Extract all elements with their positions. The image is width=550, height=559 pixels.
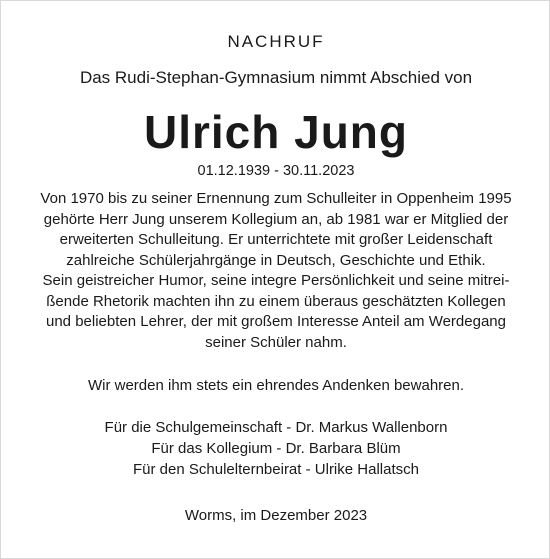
signatures-block (1, 417, 550, 480)
signature-line: Für die Schulgemeinschaft - Dr. Markus Wallenborn (104, 419, 448, 436)
tribute-line: erweiterten Schulleitung. Er unterrichtete mit großer Leidenschaft (59, 231, 493, 248)
tribute-line: gehörte Herr Jung unserem Kollegium an, ab 1981 war er Mitglied der (43, 210, 509, 228)
notice-heading: NACHRUF (227, 32, 325, 51)
place-and-date: Worms, im Dezember 2023 (184, 507, 368, 524)
life-dates: 01.12.1939 - 30.11.2023 (197, 163, 355, 179)
tribute-line: Sein geistreicher Humor, seine integre Persönlichkeit und seine mitrei- (42, 272, 510, 289)
notice-subheading: Das Rudi-Stephan-Gymnasium nimmt Abschied von (79, 68, 473, 87)
closing-statement: Wir werden ihm stets ein ehrendes Andenken bewahren. (87, 377, 465, 394)
tribute-line: und beliebten Lehrer, der mit großem Interesse Anteil am Werdegang (46, 313, 506, 330)
deceased-name: Ulrich Jung (143, 106, 409, 158)
signature-line: Für den Schulelternbeirat - Ulrike Hallatsch (133, 461, 419, 478)
tribute-line: ßende Rhetorik machten ihn zu einem überaus geschätzten Kollegen (46, 292, 506, 310)
tribute-line: Von 1970 bis zu seiner Ernennung zum Schulleiter in Oppenheim 1995 (40, 190, 512, 207)
signature-line: Für das Kollegium - Dr. Barbara Blüm (151, 440, 401, 457)
tribute-line: zahlreiche Schülerjahrgänge in Deutsch, Geschichte und Ethik. (66, 251, 486, 269)
tribute-text (1, 189, 550, 353)
tribute-line: seiner Schüler nahm. (205, 333, 347, 351)
